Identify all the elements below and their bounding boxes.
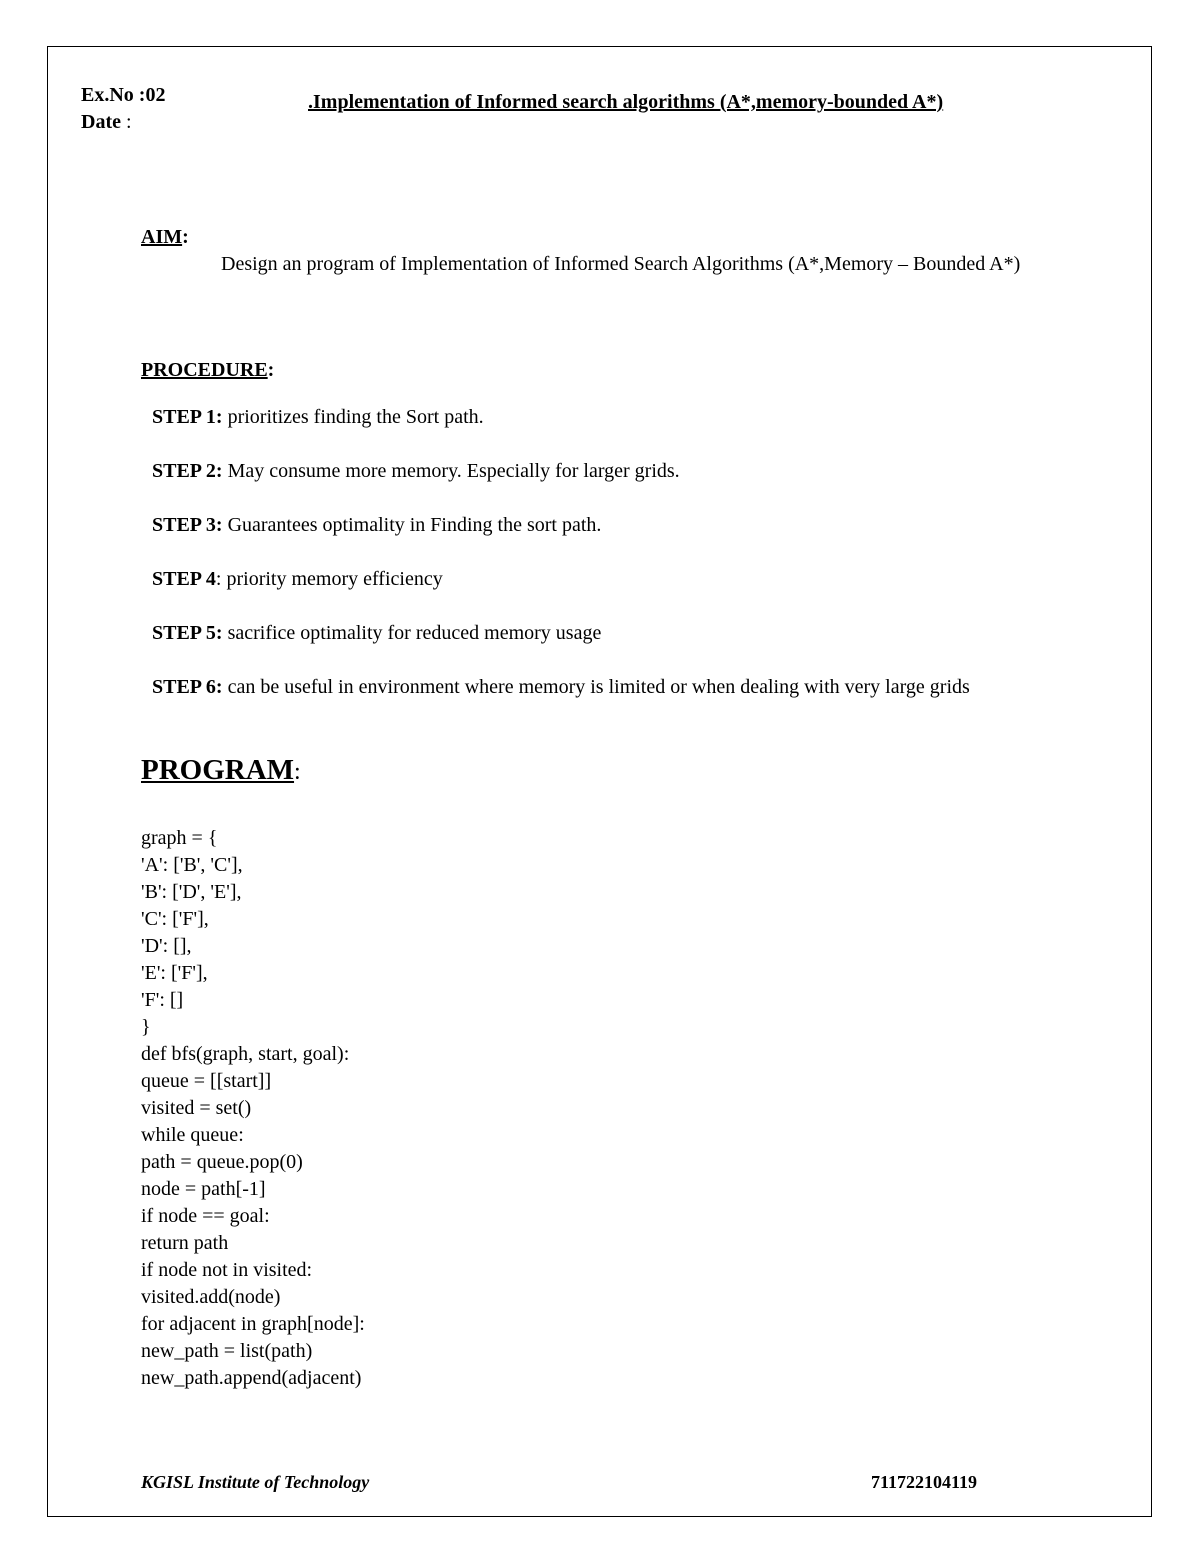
code-line: visited = set() bbox=[141, 1097, 252, 1119]
code-line: 'E': ['F'], bbox=[141, 962, 208, 984]
step-item bbox=[152, 566, 1082, 593]
step-item bbox=[152, 458, 1082, 485]
date-label: Date bbox=[81, 111, 121, 133]
code-line: visited.add(node) bbox=[141, 1286, 281, 1308]
code-line: node = path[-1] bbox=[141, 1178, 266, 1200]
footer-institute: KGISL Institute of Technology bbox=[141, 1472, 370, 1492]
code-line: 'F': [] bbox=[141, 989, 184, 1011]
code-line: 'A': ['B', 'C'], bbox=[141, 854, 243, 876]
step-text: can be useful in environment where memory is limited or when dealing with very large grids bbox=[222, 676, 970, 698]
code-line: 'C': ['F'], bbox=[141, 908, 209, 930]
code-line: if node not in visited: bbox=[141, 1259, 313, 1281]
code-line: new_path = list(path) bbox=[141, 1340, 313, 1362]
procedure-heading-label: PROCEDURE bbox=[141, 359, 268, 381]
page-title: .Implementation of Informed search algorithms (A*,memory-bounded A*) bbox=[308, 91, 944, 113]
code-line: def bfs(graph, start, goal): bbox=[141, 1043, 350, 1065]
date-separator: : bbox=[120, 111, 132, 133]
date-line bbox=[81, 111, 132, 134]
program-code bbox=[141, 825, 365, 1392]
step-label: STEP 5: bbox=[152, 622, 223, 644]
code-line: return path bbox=[141, 1232, 229, 1254]
step-label: STEP 1: bbox=[152, 406, 223, 428]
step-text: sacrifice optimality for reduced memory usage bbox=[222, 622, 602, 644]
exercise-number: Ex.No :02 bbox=[81, 84, 166, 106]
procedure-heading bbox=[141, 359, 274, 382]
code-line: graph = { bbox=[141, 827, 218, 849]
aim-text: Design an program of Implementation of Informed Search Algorithms (A*,Memory – Bounded A*) bbox=[221, 253, 1021, 275]
step-label: STEP 4 bbox=[152, 568, 216, 590]
aim-heading-colon: : bbox=[182, 226, 189, 248]
step-text: prioritizes finding the Sort path. bbox=[222, 406, 484, 428]
code-line: 'D': [], bbox=[141, 935, 192, 957]
code-line: } bbox=[141, 1016, 151, 1038]
code-line: while queue: bbox=[141, 1124, 244, 1146]
code-line: for adjacent in graph[node]: bbox=[141, 1313, 365, 1335]
step-item bbox=[152, 674, 1082, 701]
code-line: path = queue.pop(0) bbox=[141, 1151, 303, 1173]
code-line: new_path.append(adjacent) bbox=[141, 1367, 362, 1389]
program-heading-colon: : bbox=[294, 759, 301, 785]
program-heading-label: PROGRAM bbox=[141, 754, 295, 786]
code-line: 'B': ['D', 'E'], bbox=[141, 881, 242, 903]
procedure-steps bbox=[152, 404, 1082, 728]
step-label: STEP 2: bbox=[152, 460, 223, 482]
step-text: Guarantees optimality in Finding the sort path. bbox=[222, 514, 602, 536]
step-text: : priority memory efficiency bbox=[215, 568, 443, 590]
step-item bbox=[152, 620, 1082, 647]
step-item bbox=[152, 404, 1082, 431]
program-heading bbox=[141, 754, 301, 787]
aim-text-block bbox=[141, 251, 1041, 278]
step-label: STEP 6: bbox=[152, 676, 223, 698]
step-label: STEP 3: bbox=[152, 514, 223, 536]
aim-heading-label: AIM bbox=[141, 226, 183, 248]
code-line: queue = [[start]] bbox=[141, 1070, 272, 1092]
step-item bbox=[152, 512, 1082, 539]
code-line: if node == goal: bbox=[141, 1205, 270, 1227]
footer-register-number: 711722104119 bbox=[871, 1472, 978, 1492]
aim-heading bbox=[141, 226, 189, 249]
procedure-heading-colon: : bbox=[267, 359, 275, 381]
step-text: May consume more memory. Especially for larger grids. bbox=[222, 460, 680, 482]
